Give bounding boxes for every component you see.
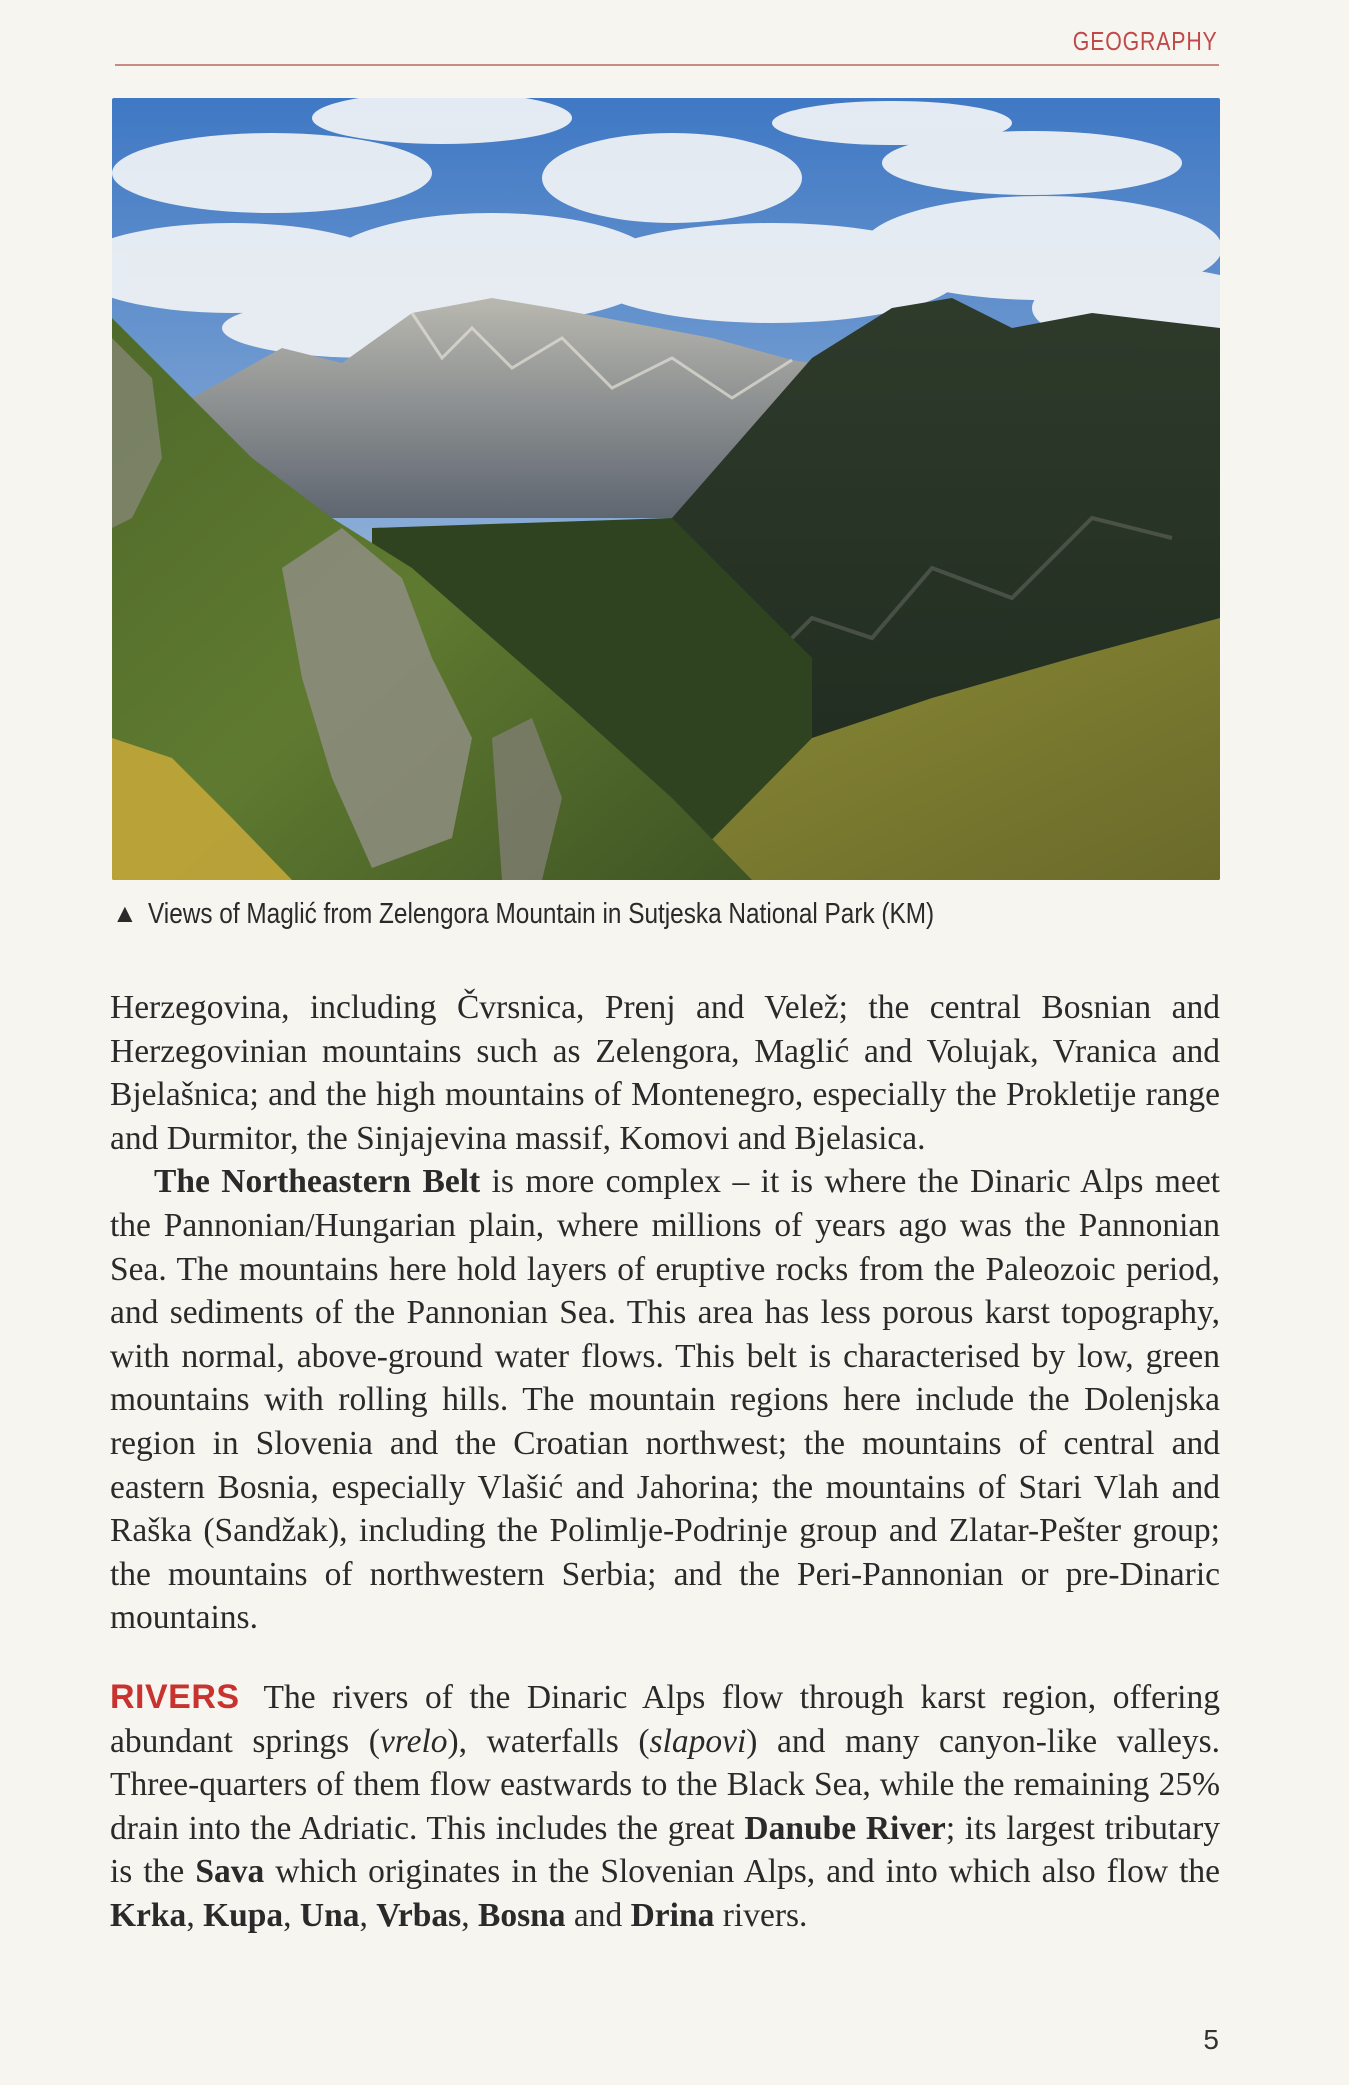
term-krka: Krka — [110, 1896, 187, 1934]
term-vrbas: Vrbas — [376, 1896, 462, 1934]
separator: , — [283, 1896, 300, 1934]
term-danube: Danube River — [744, 1809, 946, 1847]
text-run: ), waterfalls ( — [447, 1722, 650, 1760]
text-run: ) and many canyon-like valleys. Three-quarters of them flow eastwards to the Black Sea, while the remaining 25% drain into the Adriatic. This includes the great — [110, 1722, 1220, 1847]
triangle-icon: ▲ — [112, 898, 138, 928]
page-number: 5 — [1203, 2024, 1219, 2055]
section-header: GEOGRAPHY — [1073, 26, 1218, 56]
text-run: ; its largest tributary is the — [110, 1809, 1220, 1891]
text-run: The rivers of the Dinaric Alps flow through karst region, offering abundant springs ( — [110, 1678, 1220, 1760]
caption-text: Views of Maglić from Zelengora Mountain in Sutjeska National Park (KM) — [147, 898, 934, 930]
text-run: and — [565, 1896, 631, 1934]
term-sava: Sava — [195, 1853, 265, 1891]
photo-caption — [112, 898, 1220, 931]
header-divider — [115, 64, 1219, 66]
mountain-illustration — [112, 98, 1220, 880]
term-drina: Drina — [630, 1896, 715, 1934]
term-bosna: Bosna — [477, 1896, 566, 1934]
rivers-heading: RIVERS — [110, 1677, 240, 1716]
term-kupa: Kupa — [203, 1896, 284, 1934]
paragraph-continued: Herzegovina, including Čvrsnica, Prenj and Velež; the central Bosnian and Herzegovinian mountains such as Zelengora, Maglić and Volujak, Vranica and Bjelašnica; and the high mountains of Montenegro, especially the Prokletije range and Durmitor, the Sinjajevina massif, Komovi and Bjelasica. — [110, 989, 1220, 1157]
separator: , — [461, 1896, 478, 1934]
landscape-photo — [112, 98, 1220, 880]
term-una: Una — [299, 1896, 360, 1934]
separator: , — [359, 1896, 377, 1934]
text-run: which originates in the Slovenian Alps, and into which also flow the — [264, 1853, 1220, 1891]
term-vrelo: vrelo — [379, 1722, 448, 1760]
paragraph-text: is more complex – it is where the Dinaric Alps meet the Pannonian/Hungarian plain, where millions of years ago was the Pannonian Sea. The mountains here hold layers of eruptive rocks from the Paleozoic period, and sediments of the Pannonian Sea. This area has less porous karst topography, with normal, above-ground water flows. This belt is characterised by low, green mountains with rolling hills. The mountain regions here include the Dolenjska region in Slovenia and the Croatian northwest; the mountains of central and eastern Bosnia, especially Vlašić and Jahorina; the mountains of Stari Vlah and Raška (Sandžak), including the Polimlje-Podrinje group and Zlatar-Pešter group; the mountains of northwestern Serbia; and the Peri-Pannonian or pre-Dinaric mountains. — [110, 1163, 1220, 1637]
term-slapovi: slapovi — [649, 1722, 747, 1760]
article-body — [110, 986, 1220, 1937]
term-northeastern-belt: The Northeastern Belt — [154, 1163, 481, 1201]
text-run: rivers. — [714, 1896, 808, 1934]
paragraph-rivers — [110, 1676, 1220, 1938]
separator: , — [186, 1896, 204, 1934]
paragraph-northeastern-belt — [110, 1160, 1220, 1640]
